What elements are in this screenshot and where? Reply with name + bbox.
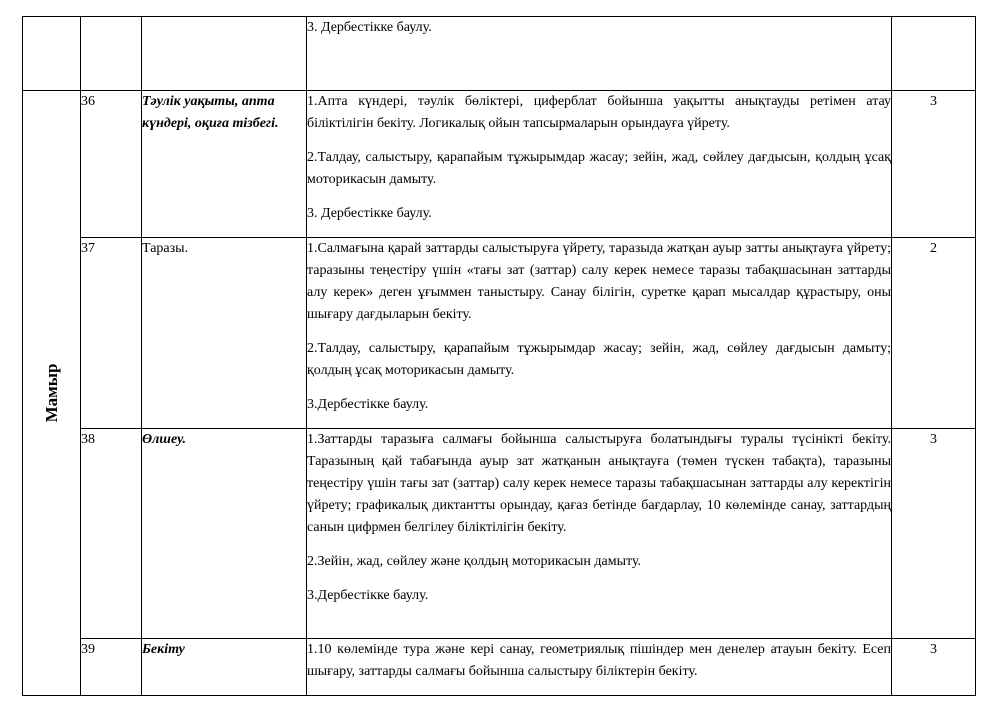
month-cell	[23, 91, 81, 696]
content-paragraph: 2.Талдау, салыстыру, қарапайым тұжырымдар жасау; зейін, жад, сөйлеу дағдысын, қолдың ұсақ моторикасын дамыту.	[307, 150, 891, 187]
content-paragraph: 1.Апта күндері, тәулік бөліктері, циферблат бойынша уақытты анықтауды ретімен атау біліктілігін бекіту. Логикалық ойын тапсырмаларын орындауға үйрету.	[307, 94, 891, 131]
table-row	[23, 91, 976, 238]
number-cell-empty	[81, 17, 142, 91]
month-cell-previous	[23, 17, 81, 91]
table-row	[23, 238, 976, 429]
content-paragraph: 2.Зейін, жад, сөйлеу және қолдың моторикасын дамыту.	[307, 554, 642, 569]
content-paragraph: 2.Талдау, салыстыру, қарапайым тұжырымдар жасау; зейін, жад, сөйлеу дағдысын дамыту; қолдың ұсақ моторикасын дамыту.	[307, 341, 891, 378]
lesson-content	[307, 238, 892, 429]
table-row	[23, 639, 976, 696]
month-label: Мамыр	[41, 363, 61, 423]
topic-cell-empty	[142, 17, 307, 91]
content-paragraph: 3. Дербестікке баулу.	[307, 206, 432, 221]
lesson-number: 38	[81, 429, 142, 639]
lesson-content	[307, 639, 892, 696]
content-paragraph: 1.10 көлемінде тура және кері санау, геометриялық пішіндер мен денелер атауын бекіту. Есеп шығару, заттарды салмағы бойынша салыстыру біліктерін бекіту.	[307, 642, 891, 679]
lesson-content	[307, 91, 892, 238]
lesson-topic: Тәулік уақыты, апта күндері, оқиға тізбегі.	[142, 91, 307, 238]
lesson-hours: 3	[892, 91, 976, 238]
lesson-number: 36	[81, 91, 142, 238]
content-paragraph: 3.Дербестікке баулу.	[307, 397, 429, 412]
content-paragraph: 1.Заттарды таразыға салмағы бойынша салыстыруға болатындығы туралы түсінікті бекіту. Таразының қай табағында ауыр зат жатқанын анықтауға (төмен түскен табақта), таразыны теңестіру үшін тағы зат (заттар) салу керек немесе таразы табақшасынан заттарды алу керектігін үйрету; графикалық диктантты орындау, қағаз бетінде бағдарлау, 10 көлемінде санау, заттардың санын цифрмен белгілеу біліктілігін бекіту.	[307, 432, 891, 535]
hours-cell-empty	[892, 17, 976, 91]
content-cell	[307, 17, 892, 91]
lesson-topic: Өлшеу.	[142, 429, 307, 639]
content-paragraph: 3. Дербестікке баулу.	[307, 20, 432, 35]
table-row	[23, 429, 976, 639]
continuation-row	[23, 17, 976, 91]
lesson-hours: 3	[892, 639, 976, 696]
lesson-hours: 3	[892, 429, 976, 639]
lesson-content	[307, 429, 892, 639]
content-paragraph: 3.Дербестікке баулу.	[307, 588, 429, 603]
lesson-hours: 2	[892, 238, 976, 429]
content-paragraph: 1.Салмағына қарай заттарды салыстыруға үйрету, таразыда жатқан ауыр затты анықтауға үйрету; таразыны теңестіру үшін «тағы зат (заттар) салу керек немесе таразы табақшасынан заттарды алу керек» деген ұғыммен таныстыру. Санау білігін, суретке қарап мысалдар құрастыру, оны шығару дағдыларын бекіту.	[307, 241, 891, 322]
lesson-topic: Бекіту	[142, 639, 307, 696]
lesson-number: 39	[81, 639, 142, 696]
lesson-number: 37	[81, 238, 142, 429]
lesson-topic: Таразы.	[142, 238, 307, 429]
curriculum-table	[22, 16, 976, 696]
